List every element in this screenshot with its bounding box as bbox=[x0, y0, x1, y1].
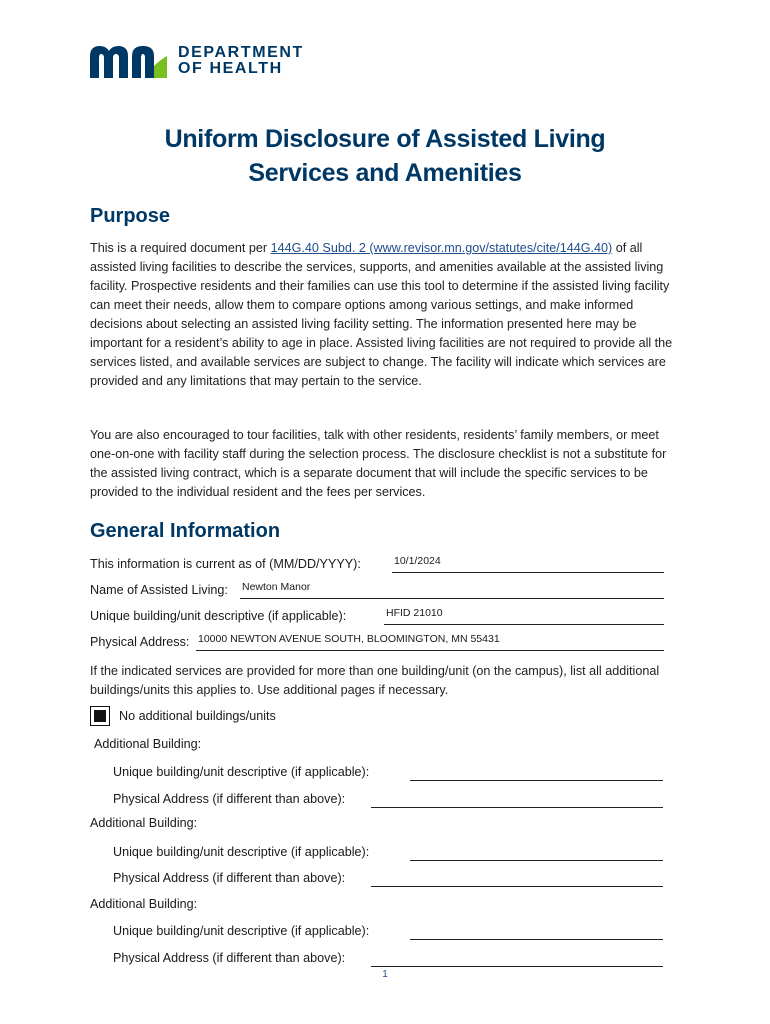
no-additional-buildings-label: No additional buildings/units bbox=[119, 709, 276, 723]
no-additional-buildings-checkbox[interactable] bbox=[90, 706, 110, 726]
multi-building-note: If the indicated services are provided for more than one building/unit (on the campus), list all additional buildings/units this applies to. Use additional pages if necessary. bbox=[90, 664, 660, 697]
additional-building-1-unit-row bbox=[113, 759, 665, 781]
additional-building-1-address-row bbox=[113, 786, 665, 808]
additional-building-1-unit-label: Unique building/unit descriptive (if applicable): bbox=[113, 765, 370, 779]
logo-wordmark bbox=[178, 45, 304, 77]
mn-logo-icon bbox=[90, 44, 168, 78]
additional-building-2-unit-label: Unique building/unit descriptive (if applicable): bbox=[113, 845, 370, 859]
additional-building-1-heading: Additional Building: bbox=[94, 737, 202, 751]
logo-line-1: DEPARTMENT bbox=[178, 44, 304, 61]
additional-building-2-address-row bbox=[113, 865, 665, 887]
additional-building-3-address-row bbox=[113, 945, 665, 967]
checkbox-checked-mark bbox=[94, 710, 106, 722]
purpose-paragraph-2: You are also encouraged to tour facilities, talk with other residents, residents’ family members, or meet one-on-one with facility staff during the selection process. The disclosure checklist is not a substitute for the assisted living contract, which is a separate document that will include the specific services to be provided to the individual resident and the fees per services. bbox=[90, 428, 667, 499]
additional-building-2-unit-field[interactable] bbox=[410, 840, 663, 861]
additional-building-2-address-field[interactable] bbox=[371, 866, 663, 887]
physical-address-label: Physical Address: bbox=[90, 635, 190, 649]
document-title bbox=[0, 122, 770, 190]
additional-building-3-unit-field[interactable] bbox=[410, 919, 663, 940]
current-date-label: This information is current as of (MM/DD/YYYY): bbox=[90, 557, 361, 571]
facility-name-value: Newton Manor bbox=[242, 581, 311, 593]
facility-name-label: Name of Assisted Living: bbox=[90, 583, 228, 597]
unit-descriptive-label: Unique building/unit descriptive (if applicable): bbox=[90, 609, 347, 623]
additional-building-1-address-label: Physical Address (if different than above): bbox=[113, 792, 346, 806]
unit-descriptive-row bbox=[90, 603, 666, 625]
additional-building-2-unit-row bbox=[113, 839, 665, 861]
statute-link[interactable]: 144G.40 Subd. 2 (www.revisor.mn.gov/statutes/cite/144G.40) bbox=[270, 241, 613, 255]
purpose-paragraph-1 bbox=[90, 239, 676, 391]
purpose-p1-start: This is a required document per bbox=[90, 241, 271, 255]
additional-building-2-heading: Additional Building: bbox=[90, 816, 198, 830]
mdh-logo bbox=[90, 44, 304, 78]
current-date-row bbox=[90, 551, 666, 573]
additional-building-3-unit-row bbox=[113, 918, 665, 940]
additional-building-1-unit-field[interactable] bbox=[410, 760, 663, 781]
general-info-heading: General Information bbox=[90, 520, 281, 542]
purpose-heading: Purpose bbox=[90, 205, 171, 227]
additional-building-3-address-label: Physical Address (if different than above): bbox=[113, 951, 346, 965]
additional-building-3-address-field[interactable] bbox=[371, 946, 663, 967]
unit-descriptive-value: HFID 21010 bbox=[386, 607, 443, 619]
additional-building-3-heading: Additional Building: bbox=[90, 897, 198, 911]
title-line-1: Uniform Disclosure of Assisted Living bbox=[164, 125, 606, 153]
facility-name-row bbox=[90, 577, 666, 599]
title-line-2: Services and Amenities bbox=[248, 159, 522, 187]
purpose-p1-end: of all assisted living facilities to describe the services, supports, and amenities available at the assisted living facility. Prospective residents and their families can use this tool to determine if the assisted living facility can meet their needs, allow them to compare options among various settings, and make informed decisions about selecting an assisted living facility setting. The information presented here may be important for a resident’s ability to age in place. Assisted living facilities are not required to provide all the services listed, and available services are subject to change. The facility will indicate which services are provided and any limitations that may pertain to the service. bbox=[90, 241, 673, 388]
additional-building-2-address-label: Physical Address (if different than above): bbox=[113, 871, 346, 885]
physical-address-value: 10000 NEWTON AVENUE SOUTH, BLOOMINGTON, MN 55431 bbox=[198, 633, 500, 645]
page-number: 1 bbox=[382, 969, 388, 980]
physical-address-row bbox=[90, 629, 666, 651]
additional-building-3-unit-label: Unique building/unit descriptive (if applicable): bbox=[113, 924, 370, 938]
current-date-value: 10/1/2024 bbox=[394, 555, 441, 567]
additional-building-1-address-field[interactable] bbox=[371, 787, 663, 808]
logo-line-2: OF HEALTH bbox=[178, 60, 283, 77]
